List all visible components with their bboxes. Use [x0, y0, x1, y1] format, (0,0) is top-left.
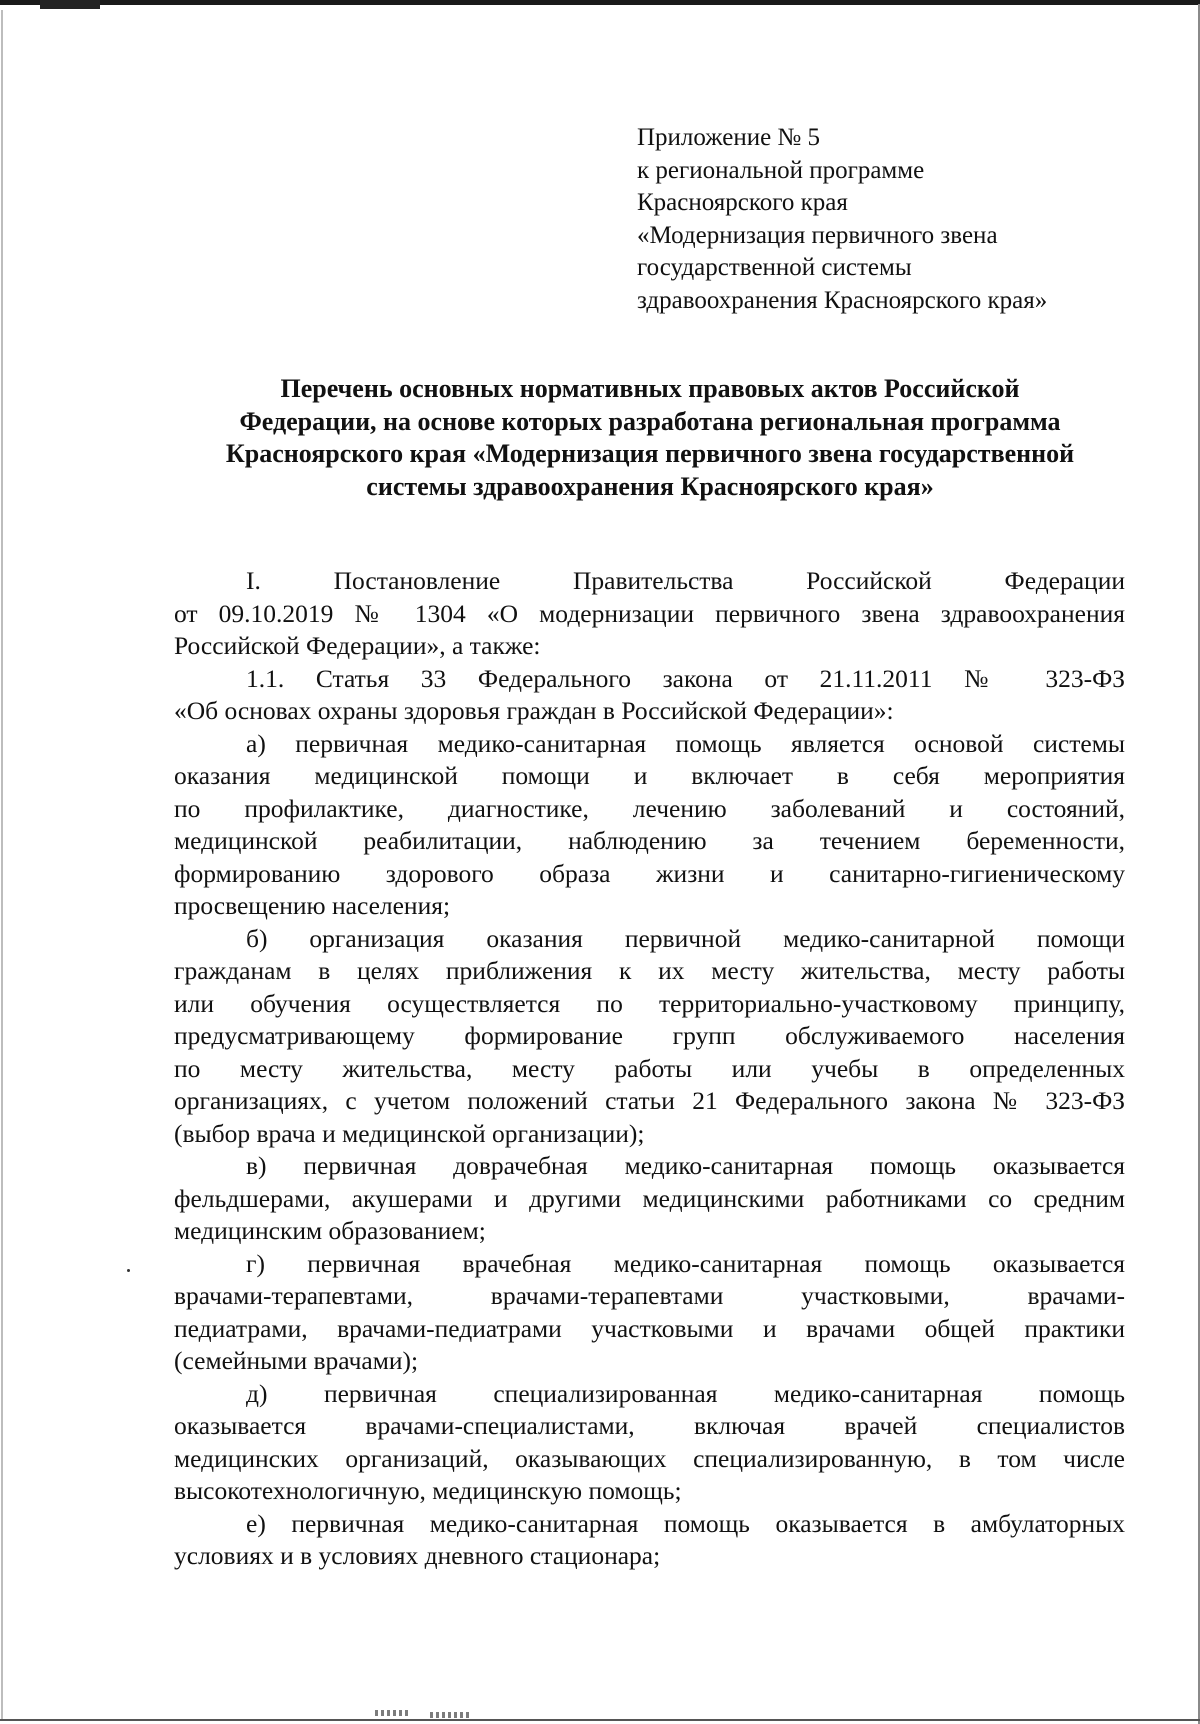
title-line: Красноярского края «Модернизация первичного звена государственной [225, 439, 1075, 468]
text-line: г) первичная врачебная медико-санитарная помощь оказывается [246, 1248, 1125, 1278]
text-line: (семейными врачами); [174, 1346, 419, 1375]
appendix-header [637, 122, 1157, 317]
paragraph-e [174, 1508, 1125, 1573]
text-line: б) организация оказания первичной медико-санитарной помощи [246, 923, 1125, 953]
paragraph-1-1 [174, 663, 1125, 728]
scan-edge-bottom [0, 1719, 1200, 1721]
title-line: системы здравоохранения Красноярского края» [366, 471, 934, 501]
text-line: по месту жительства, месту работы или учебы в определенных [174, 1053, 1125, 1083]
text-line: организациях, с учетом положений статьи 21 Федерального закона № 323-ФЗ [174, 1086, 1125, 1115]
text-line: оказания медицинской помощи и включает в себя мероприятия [174, 761, 1125, 790]
paragraph-v [174, 1150, 1125, 1248]
text-line: а) первичная медико-санитарная помощь является основой системы [246, 728, 1125, 758]
scan-edge-left [1, 10, 3, 1720]
text-line: медицинских организаций, оказывающих специализированную, в том числе [174, 1443, 1125, 1473]
text-line: д) первичная специализированная медико-санитарная помощь [246, 1378, 1125, 1408]
paragraph-b [174, 923, 1125, 1151]
text-line: высокотехнологичную, медицинскую помощь; [174, 1476, 682, 1505]
text-line: формированию здорового образа жизни и санитарно-гигиеническому [174, 858, 1125, 888]
text-line: I. Постановление Правительства Российской Федерации [246, 566, 1125, 595]
text-line: просвещению населения; [174, 891, 451, 920]
scan-smudge [375, 1710, 410, 1716]
text-line: врачами-терапевтами, врачами-терапевтами участковыми, врачами- [174, 1281, 1125, 1310]
text-line: от 09.10.2019 № 1304 «О модернизации первичного звена здравоохранения [174, 598, 1125, 628]
text-line: гражданам в целях приближения к их месту жительства, месту работы [174, 956, 1125, 985]
text-line: медицинским образованием; [174, 1216, 486, 1245]
text-line: в) первичная доврачебная медико-санитарная помощь оказывается [246, 1151, 1125, 1180]
paragraph-a [174, 728, 1125, 923]
text-line: педиатрами, врачами-педиатрами участковыми и врачами общей практики [174, 1313, 1125, 1343]
scan-edge-top [0, 0, 1200, 5]
appendix-line: «Модернизация первичного звена [637, 221, 998, 249]
appendix-line: Красноярского края [637, 189, 848, 216]
text-line: Российской Федерации», а также: [174, 631, 541, 660]
text-line: оказывается врачами-специалистами, включая врачей специалистов [174, 1411, 1125, 1440]
text-line: 1.1. Статья 33 Федерального закона от 21.11.2011 № 323-ФЗ [246, 663, 1125, 693]
document-body [174, 565, 1125, 1573]
appendix-line: Приложение № 5 [637, 124, 821, 151]
scan-smudge [430, 1712, 470, 1718]
title-line: Федерации, на основе которых разработана региональная программа [239, 406, 1061, 436]
title-line: Перечень основных нормативных правовых актов Российской [280, 374, 1020, 403]
scan-mark-top [40, 0, 100, 9]
text-line: е) первичная медико-санитарная помощь оказывается в амбулаторных [246, 1508, 1125, 1538]
appendix-line: государственной системы [637, 254, 912, 281]
paragraph-g [174, 1248, 1125, 1378]
scan-speck [127, 1269, 130, 1272]
text-line: фельдшерами, акушерами и другими медицинскими работниками со средним [174, 1183, 1125, 1213]
text-line: предусматривающему формирование групп обслуживаемого населения [174, 1021, 1125, 1050]
paragraph-d [174, 1378, 1125, 1508]
text-line: (выбор врача и медицинской организации); [174, 1118, 645, 1148]
document-title [170, 373, 1130, 503]
text-line: условиях и в условиях дневного стационара; [174, 1541, 661, 1570]
text-line: медицинской реабилитации, наблюдению за течением беременности, [174, 826, 1125, 855]
text-line: по профилактике, диагностике, лечению заболеваний и состояний, [174, 793, 1125, 823]
appendix-line: к региональной программе [637, 156, 925, 184]
appendix-line: здравоохранения Красноярского края» [637, 286, 1048, 314]
paragraph-I [174, 565, 1125, 663]
text-line: или обучения осуществляется по территориально-участковому принципу, [174, 988, 1125, 1018]
text-line: «Об основах охраны здоровья граждан в Российской Федерации»: [174, 696, 894, 725]
